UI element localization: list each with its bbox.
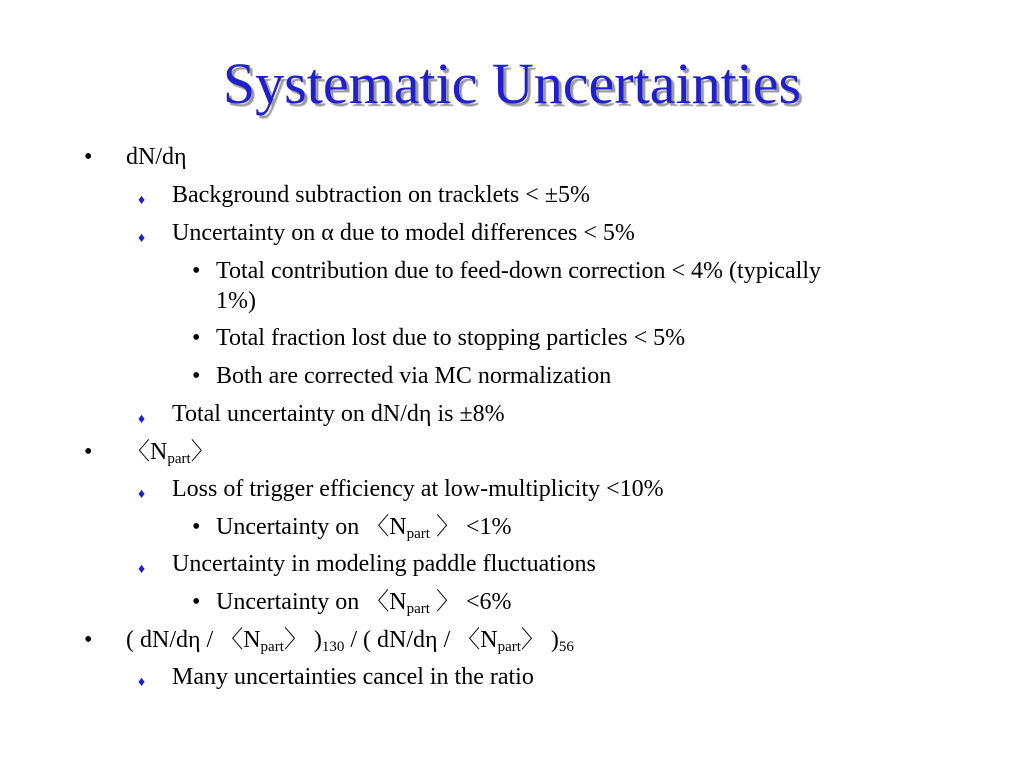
bullet-level3: • <box>192 325 201 351</box>
item-alpha: Uncertainty on α due to model differences < 5% <box>172 220 635 246</box>
item-total: Total uncertainty on dN/dη is ±8% <box>172 401 505 427</box>
diamond-bullet-icon: ♦ <box>138 675 146 690</box>
slide-title: Systematic Uncertainties <box>222 51 802 116</box>
item-trigger: Loss of trigger efficiency at low-multiplicity <10% <box>172 476 664 502</box>
bullet-level3: • <box>192 363 201 389</box>
item-stopping: Total fraction lost due to stopping particles < 5% <box>216 325 686 351</box>
diamond-bullet-icon: ♦ <box>138 487 146 502</box>
bullet-level3: • <box>192 258 201 284</box>
bullet-level3: • <box>192 589 201 615</box>
diamond-bullet-icon: ♦ <box>138 193 146 208</box>
item-npart: 〈$N_{part}$〉 <box>126 439 215 467</box>
diamond-bullet-icon: ♦ <box>138 412 146 427</box>
item-background: Background subtraction on tracklets < ±5% <box>172 182 590 208</box>
item-ratio: ( dN/dη / 〈$N_{part}$〉 )$_{130}$ / ( dN/dη / 〈$N_{part}$〉 )$_{56}$ <box>126 627 574 655</box>
bullet-level1: • <box>84 144 93 170</box>
diamond-bullet-icon: ♦ <box>138 562 146 577</box>
item-paddle: Uncertainty in modeling paddle fluctuations <box>172 551 596 577</box>
bullet-level1: • <box>84 439 93 465</box>
diamond-bullet-icon: ♦ <box>138 231 146 246</box>
item-feeddown-line2: 1%) <box>216 288 256 314</box>
item-cancel: Many uncertainties cancel in the ratio <box>172 664 534 690</box>
bullet-level3: • <box>192 514 201 540</box>
item-unc-npart-2: Uncertainty on 〈$N_{part}$ 〉 <6% <box>216 589 512 617</box>
item-corrected: Both are corrected via MC normalization <box>216 363 612 389</box>
item-dndeta: dN/dη <box>126 144 187 170</box>
item-unc-npart-1: Uncertainty on 〈$N_{part}$ 〉 <1% <box>216 514 512 542</box>
item-feeddown-line1: Total contribution due to feed-down correction < 4% (typically <box>216 258 822 284</box>
bullet-level1: • <box>84 627 93 653</box>
